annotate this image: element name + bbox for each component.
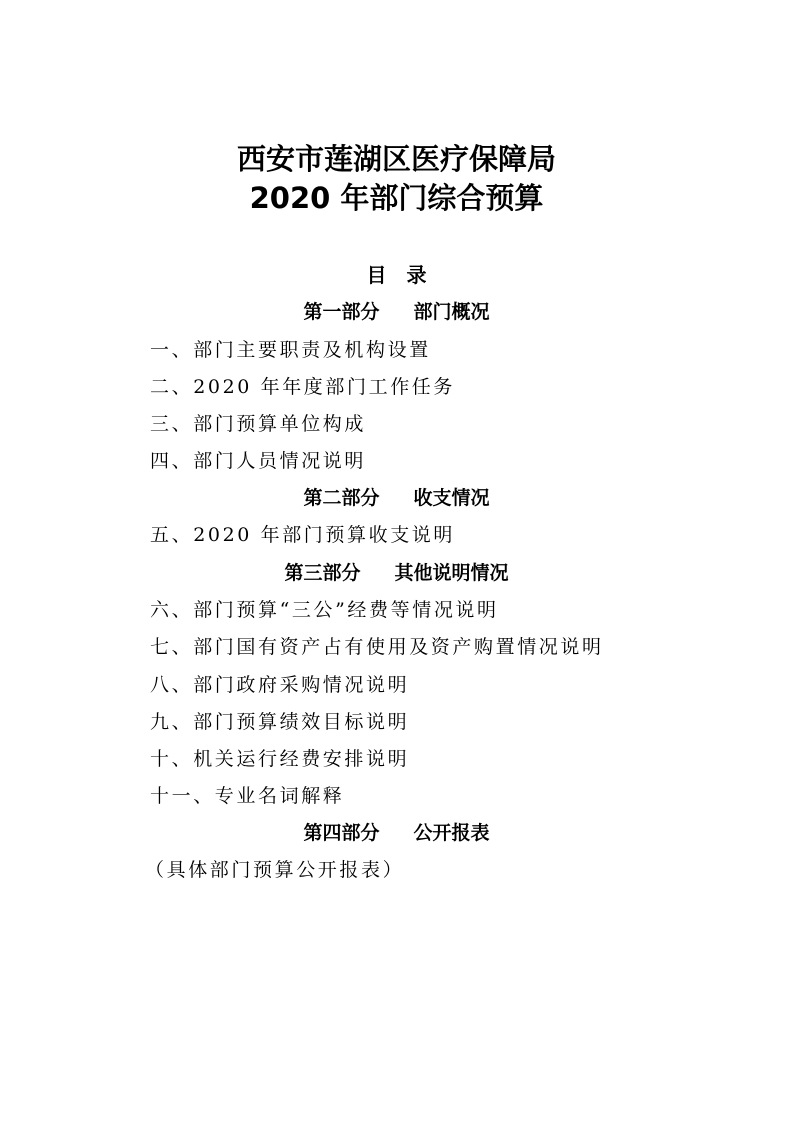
toc-item: 四、部门人员情况说明 <box>150 450 367 472</box>
part-2-heading <box>0 485 793 511</box>
part-3-heading <box>0 560 793 586</box>
part-4-name: 公开报表 <box>413 822 490 844</box>
toc-item: 七、部门国有资产占有使用及资产购置情况说明 <box>150 636 604 658</box>
part-1-heading <box>0 299 793 325</box>
part-3-number: 第三部分 <box>284 562 361 584</box>
toc-item: 九、部门预算绩效目标说明 <box>150 711 410 733</box>
document-title-line-1: 西安市莲湖区医疗保障局 <box>236 142 556 176</box>
toc-item: 八、部门政府采购情况说明 <box>150 674 410 696</box>
toc-item: 五、2020 年部门预算收支说明 <box>150 524 455 546</box>
part-1-number: 第一部分 <box>303 301 380 323</box>
toc-item: 六、部门预算“三公”经费等情况说明 <box>150 599 499 621</box>
toc-heading: 目 录 <box>366 263 427 287</box>
part-2-name: 收支情况 <box>413 487 490 509</box>
part-4-heading <box>0 820 793 846</box>
toc-item: 一、部门主要职责及机构设置 <box>150 339 431 361</box>
part-3-name: 其他说明情况 <box>394 562 509 584</box>
toc-item: 二、2020 年年度部门工作任务 <box>150 376 455 398</box>
toc-item: 十一、专业名词解释 <box>150 785 345 807</box>
part-2-number: 第二部分 <box>303 487 380 509</box>
part-4-number: 第四部分 <box>303 822 380 844</box>
toc-item: 三、部门预算单位构成 <box>150 413 367 435</box>
document-title-line-2: 2020 年部门综合预算 <box>249 181 544 215</box>
part-1-name: 部门概况 <box>413 301 490 323</box>
toc-item: （具体部门预算公开报表） <box>145 859 405 881</box>
toc-item: 十、机关运行经费安排说明 <box>150 748 410 770</box>
